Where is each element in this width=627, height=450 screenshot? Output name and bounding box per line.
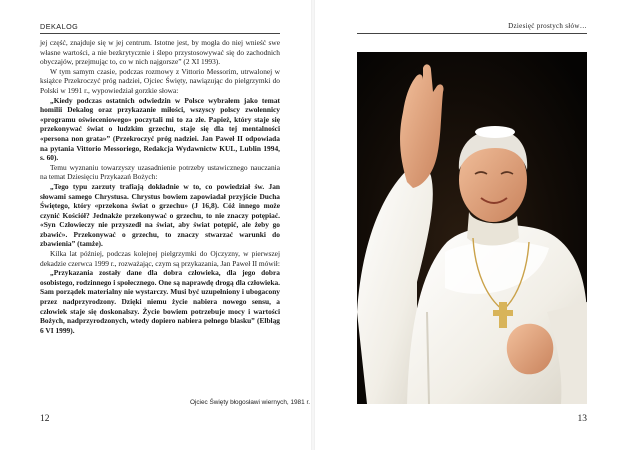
- pope-blessing-photo: [357, 52, 587, 404]
- body-paragraph: Kilka lat później, podczas kolejnej pielgrzymki do Ojczyzny, w pierwszej dekadzie czerwca 1999 r., rozważając, czym są przykazania, Jan Paweł II mówił:: [40, 249, 280, 268]
- left-page-number: 12: [40, 414, 50, 424]
- right-running-head-display: Dziesięć prostych słów…: [508, 22, 587, 30]
- right-header-rule: [357, 33, 587, 34]
- left-header-rule: [40, 33, 280, 34]
- body-paragraph: Temu wyznaniu towarzyszy uzasadnienie potrzeby ustawicznego nauczania na temat Dziesięciu Przykazań Bożych:: [40, 162, 280, 182]
- quotation-paragraph: „Przykazania zostały dane dla dobra człowieka, dla jego dobra osobistego, rodzinnego i społecznego. One są naprawdę drogą dla człowieka. Sam porządek materialny nie wystarczy. Musi być uzupełniony i ubogacony przez nadprzyrodzony. Dzięki niemu życie nabiera nowego sensu, a człowiek staje się doskonalszy. Życie bowiem potrzebuje mocy i wartości Bożych, nadprzyrodzonych, wtedy dopiero nabiera pełnego blasku” (Elbląg 6 VI 1999).: [40, 268, 280, 335]
- left-running-head: DEKALOG: [40, 22, 79, 31]
- left-page: [0, 0, 313, 450]
- pope-illustration: [357, 52, 587, 404]
- quotation-paragraph: „Kiedy podczas ostatnich odwiedzin w Polsce wybrałem jako temat homilii Dekalog oraz przykazanie miłości, wszyscy polscy zwolennicy «programu oświeceniowego» poczytali mi to za złe. Papież, który staje się przekonywać świat o ludzkim grzechu, staje się dla tej mentalności «persona non grata»” (Przekroczyć próg nadziei. Jan Paweł II odpowiada na pytania Vittorio Messoriego, Redakcja Wydawnictw KUL, Lublin 1994, s. 60).: [40, 95, 280, 163]
- right-page-number: 13: [577, 414, 587, 424]
- body-paragraph: W tym samym czasie, podczas rozmowy z Vittorio Messorim, utrwalonej w książce Przekroczyć próg nadziei, Ojciec Święty, nawiązując do pielgrzymki do Polski w 1991 r., wypowiedział gorzkie słowa:: [40, 66, 280, 95]
- photo-caption: Ojciec Święty błogosławi wiernych, 1981 r.: [189, 399, 310, 406]
- body-text: [40, 38, 280, 335]
- body-paragraph: jej część, znajduje się w jej centrum. Istotne jest, by mogła do niej wnieść swe własne wartości, a nie bezkrytycznie i ślepo przystosowywać się do zachodnich obyczajów, przejmując to, co w nich najgorsze” (2 XI 1993).: [40, 38, 280, 67]
- quotation-paragraph: „Tego typu zarzuty trafiają dokładnie w to, co powiedział św. Jan słowami samego Chrystusa. Chrystus bowiem zapowiadał przyjście Ducha Świętego, który «przekona świat o grzechu» (J 16,8). Cóż innego może czynić Kościół? Jednakże przekonywać o grzechu, to nie znaczy potępiać. «Syn Człowieczy nie przyszedł na świat, aby świat potępić, ale żeby go zbawić». Przekonywać o grzechu, to znaczy stwarzać warunki do zbawienia” (tamże).: [40, 181, 280, 249]
